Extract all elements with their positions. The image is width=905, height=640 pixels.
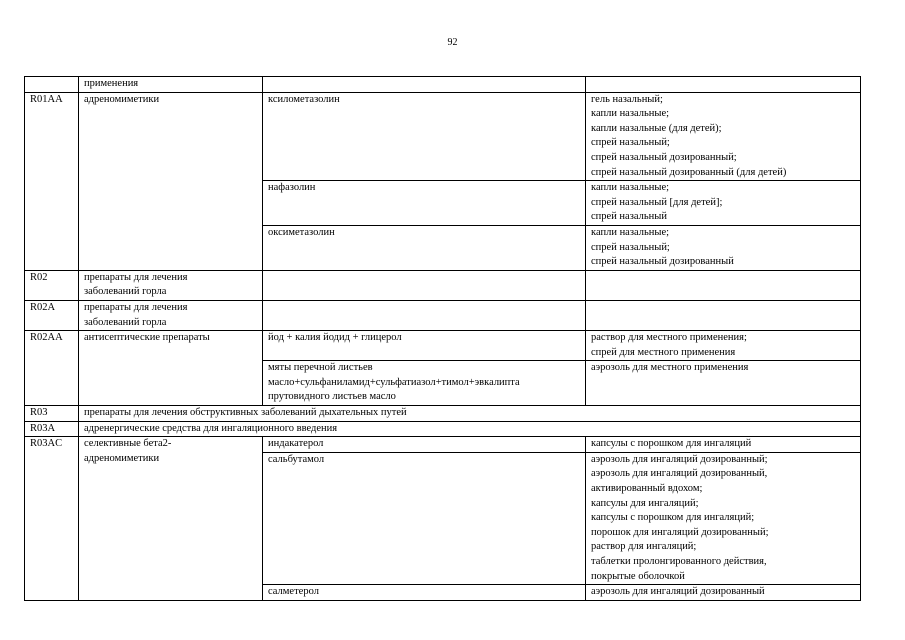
substance-cell-line: нафазолин <box>268 182 316 194</box>
atc-code-cell <box>25 77 79 93</box>
dosage-form-cell <box>586 77 861 93</box>
substance-cell-line: прутовидного листьев масло <box>268 391 396 403</box>
substance-cell <box>263 225 586 270</box>
table-row <box>25 77 861 93</box>
group-name-cell-line: заболеваний горла <box>84 316 167 328</box>
dosage-form-cell-line: раствор для местного применения; <box>591 332 747 344</box>
dosage-form-cell-line: капсулы с порошком для ингаляций <box>591 438 752 450</box>
substance-cell-line: оксиметазолин <box>268 226 335 238</box>
table-row <box>25 270 861 300</box>
group-name-cell <box>79 437 263 601</box>
substance-cell <box>263 92 586 181</box>
group-name-cell-line: адреномиметики <box>84 93 160 105</box>
substance-cell-line: индакатерол <box>268 438 324 450</box>
substance-cell <box>263 361 586 406</box>
atc-code-cell: R01AA <box>25 92 79 270</box>
substance-cell-line <box>268 77 582 92</box>
dosage-form-cell <box>586 331 861 361</box>
dosage-form-cell-line: спрей назальный; <box>591 137 670 149</box>
substance-cell <box>263 77 586 93</box>
atc-code-cell: R02 <box>25 270 79 300</box>
table-row <box>25 406 861 422</box>
dosage-form-cell-line: аэрозоль для ингаляций дозированный; <box>591 453 768 465</box>
dosage-form-cell-line: спрей для местного применения <box>591 346 736 358</box>
group-name-cell <box>79 92 263 270</box>
atc-code-cell: R02A <box>25 300 79 330</box>
group-name-cell <box>79 331 263 406</box>
atc-code-cell: R03 <box>25 406 79 422</box>
substance-cell <box>263 300 586 330</box>
substance-cell-line <box>268 301 582 316</box>
dosage-form-cell-line: активированный вдохом; <box>591 483 703 495</box>
substance-cell <box>263 585 586 601</box>
substance-cell <box>263 437 586 453</box>
dosage-form-cell <box>586 361 861 406</box>
dosage-form-cell-line: капли назальные (для детей); <box>591 122 722 134</box>
group-name-cell-line: антисептические препараты <box>84 332 210 344</box>
dosage-form-cell-line: гель назальный; <box>591 93 663 105</box>
dosage-form-cell-line: аэрозоль для местного применения <box>591 362 749 374</box>
dosage-form-cell <box>586 300 861 330</box>
group-name-cell <box>79 270 263 300</box>
substance-cell <box>263 270 586 300</box>
dosage-form-cell-line: раствор для ингаляций; <box>591 541 697 553</box>
dosage-form-cell-line <box>591 271 857 286</box>
group-name-cell <box>79 77 263 93</box>
dosage-form-cell-line: капли назальные; <box>591 108 670 120</box>
substance-cell-line <box>268 271 582 286</box>
dosage-form-cell-line: спрей назальный дозированный; <box>591 151 737 163</box>
table-row <box>25 92 861 181</box>
dosage-form-cell-line <box>591 77 857 92</box>
table-row <box>25 331 861 361</box>
dosage-form-cell <box>586 585 861 601</box>
group-name-cell-line: препараты для лечения <box>84 301 188 313</box>
table-row <box>25 421 861 437</box>
dosage-form-cell <box>586 452 861 584</box>
atc-code-cell: R03A <box>25 421 79 437</box>
substance-cell-line: мяты перечной листьев <box>268 362 373 374</box>
dosage-form-cell-line: спрей назальный; <box>591 241 670 253</box>
dosage-form-cell-line: капсулы с порошком для ингаляций; <box>591 512 755 524</box>
dosage-form-cell <box>586 270 861 300</box>
dosage-form-cell-line: спрей назальный [для детей]; <box>591 196 723 208</box>
group-name-cell <box>79 300 263 330</box>
substance-cell-line: ксилометазолин <box>268 93 340 105</box>
dosage-form-cell <box>586 92 861 181</box>
dosage-form-cell <box>586 225 861 270</box>
dosage-form-cell-line: таблетки пролонгированного действия, <box>591 556 767 567</box>
atc-code-cell: R02AA <box>25 331 79 406</box>
dosage-form-cell-line <box>591 301 857 316</box>
page-number: 92 <box>447 37 458 48</box>
dosage-form-cell <box>586 437 861 453</box>
group-name-cell: адренергические средства для ингаляционного введения <box>79 421 861 437</box>
group-name-cell-line: селективные бета2- <box>84 438 172 450</box>
drug-classification-table <box>24 76 861 601</box>
substance-cell-line: салметерол <box>268 586 319 598</box>
group-name-cell-line: препараты для лечения <box>84 271 188 283</box>
substance-cell-line: йод + калия йодид + глицерол <box>268 332 402 344</box>
table-row <box>25 300 861 330</box>
dosage-form-cell <box>586 181 861 226</box>
substance-cell <box>263 331 586 361</box>
group-name-cell-line: заболеваний горла <box>84 286 167 298</box>
substance-cell <box>263 181 586 226</box>
atc-code-cell: R03AC <box>25 437 79 601</box>
dosage-form-cell-line: капли назальные; <box>591 182 670 194</box>
dosage-form-cell-line: спрей назальный дозированный <box>591 256 734 268</box>
dosage-form-cell-line: покрытые оболочкой <box>591 570 685 582</box>
dosage-form-cell-line: спрей назальный дозированный (для детей) <box>591 166 787 178</box>
group-name-cell-line: адреномиметики <box>84 452 160 464</box>
dosage-form-cell-line: капсулы для ингаляций; <box>591 497 699 509</box>
dosage-form-cell-line: капли назальные; <box>591 226 670 238</box>
group-name-cell: препараты для лечения обструктивных заболеваний дыхательных путей <box>79 406 861 422</box>
substance-cell-line: масло+сульфаниламид+сульфатиазол+тимол+эвкалипта <box>268 376 520 388</box>
dosage-form-cell-line: аэрозоль для ингаляций дозированный, <box>591 468 768 480</box>
group-name-cell-line: применения <box>84 78 139 89</box>
table-row <box>25 437 861 453</box>
substance-cell-line: сальбутамол <box>268 453 325 465</box>
dosage-form-cell-line: аэрозоль для ингаляций дозированный <box>591 586 765 598</box>
dosage-form-cell-line: порошок для ингаляций дозированный; <box>591 526 769 538</box>
dosage-form-cell-line: спрей назальный <box>591 211 667 223</box>
substance-cell <box>263 452 586 584</box>
